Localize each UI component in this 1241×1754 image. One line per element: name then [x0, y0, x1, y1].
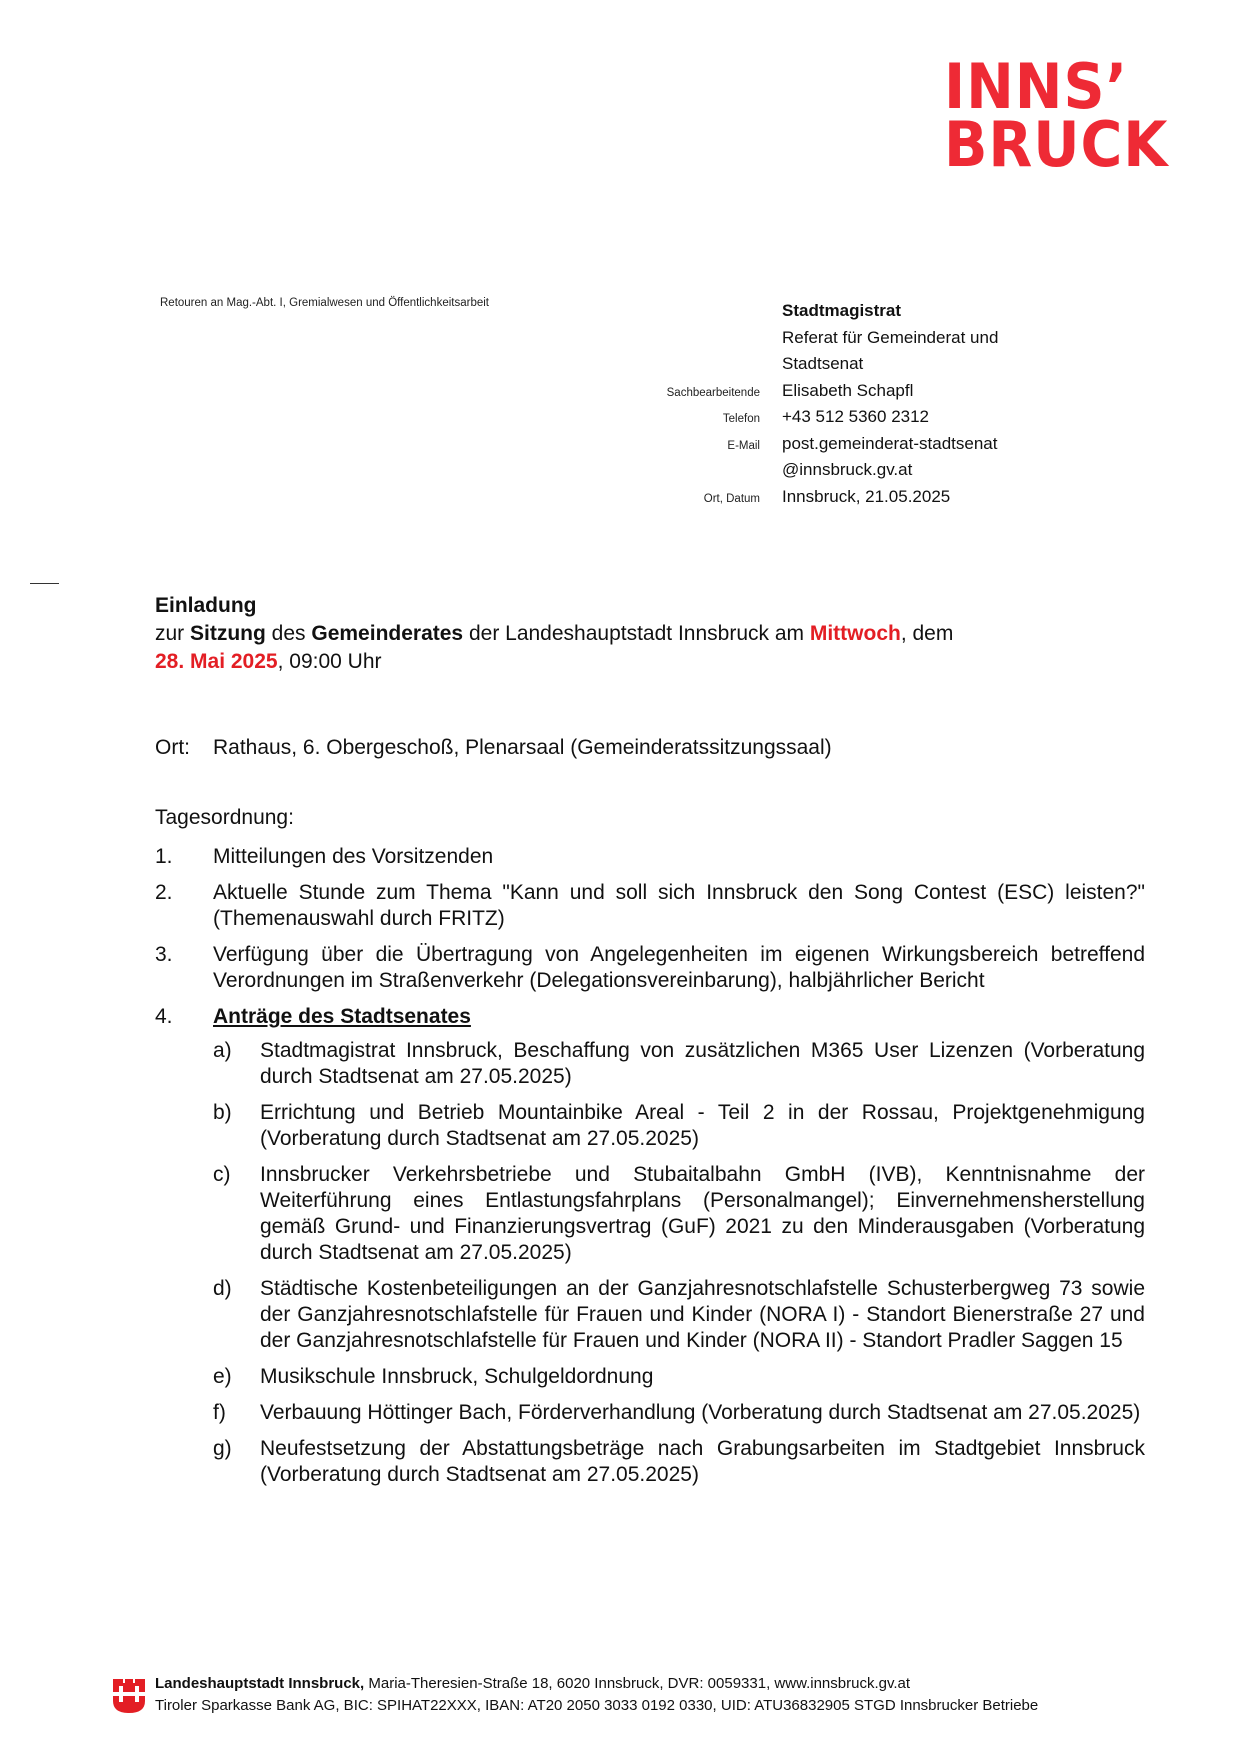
- meeting-date: 28. Mai 2025: [155, 650, 278, 673]
- place-date-value: Innsbruck, 21.05.2025: [782, 486, 951, 506]
- footer-line-2: Tiroler Sparkasse Bank AG, BIC: SPIHAT22XXX, IBAN: AT20 2050 3033 0192 0330, UID: ATU36832905 STGD Innsbrucker Betriebe: [155, 1697, 1039, 1714]
- subitem-text: Städtische Kostenbeteiligungen an der Ganzjahresnotschlafstelle Schusterbergweg 73 sowie der Ganzjahresnotschlafstelle für Frauen und Kinder (NORA I) - Standort Bienerstraße 27 und der Ganzjahresnotschlafstelle für Frauen und Kinder (NORA II) - Standort Pradler Saggen 15: [260, 1277, 1145, 1352]
- subitem-letter: g): [213, 1437, 232, 1460]
- email-label: E-Mail: [727, 439, 760, 452]
- subitem-list: [213, 1038, 1145, 1488]
- subitem: [213, 1400, 1145, 1426]
- subitem-text: Stadtmagistrat Innsbruck, Beschaffung von zusätzlichen M365 User Lizenzen (Vorberatung durch Stadtsenat am 27.05.2025): [260, 1039, 1145, 1088]
- subitem: [213, 1364, 1145, 1390]
- innsbruck-logo: [944, 50, 1176, 181]
- subitem: [213, 1436, 1145, 1488]
- footer-org: Landeshauptstadt Innsbruck,: [155, 1675, 365, 1692]
- agenda-item: [155, 942, 1145, 994]
- city-crest-icon: [111, 1675, 147, 1715]
- place-date-label: Ort, Datum: [703, 492, 760, 505]
- item-text: Mitteilungen des Vorsitzenden: [213, 845, 494, 868]
- text-span: zur: [155, 622, 191, 645]
- subitem-letter: d): [213, 1277, 232, 1300]
- invitation-title: Einladung: [155, 594, 257, 617]
- footer-line-1: [155, 1673, 1038, 1695]
- contact-name: Elisabeth Schapfl: [782, 380, 914, 400]
- subitem-text: Innsbrucker Verkehrsbetriebe und Stubaitalbahn GmbH (IVB), Kenntnisnahme der Weiterführung eines Entlastungsfahrplans (Personalmangel); Einvernehmensherstellung gemäß Grund- und Finanzierungsvertrag (GuF) 2021 zu den Minderausgaben (Vorberatung durch Stadtsenat am 27.05.2025): [260, 1163, 1145, 1264]
- phone-value: +43 512 5360 2312: [782, 407, 930, 426]
- subitem: [213, 1276, 1145, 1354]
- fold-mark: [30, 583, 59, 584]
- footer-address: Maria-Theresien-Straße 18, 6020 Innsbruck, DVR: 0059331, www.innsbruck.gv.at: [364, 1675, 911, 1692]
- subitem: [213, 1038, 1145, 1090]
- footer: [111, 1673, 1038, 1717]
- item-number: 4.: [155, 1005, 173, 1028]
- session-word: Sitzung: [190, 622, 266, 645]
- subitem-letter: e): [213, 1365, 232, 1388]
- agenda-item: [155, 844, 1145, 870]
- return-address: Retouren an Mag.-Abt. I, Gremialwesen und Öffentlichkeitsarbeit: [160, 297, 489, 309]
- email-value-cont[interactable]: @innsbruck.gv.at: [782, 460, 913, 479]
- contact-label: Sachbearbeitende: [666, 386, 760, 399]
- subitem-text: Musikschule Innsbruck, Schulgeldordnung: [260, 1365, 654, 1388]
- agenda-item: [155, 880, 1145, 932]
- sender-block: [600, 298, 1160, 510]
- footer-text: [155, 1673, 1038, 1717]
- phone-label: Telefon: [722, 413, 760, 425]
- council-word: Gemeinderates: [311, 622, 464, 645]
- subitem: [213, 1162, 1145, 1266]
- subitem-letter: a): [213, 1039, 232, 1062]
- meeting-time: , 09:00 Uhr: [277, 650, 382, 673]
- item-number: 3.: [155, 943, 173, 966]
- subitem-text: Neufestsetzung der Abstattungsbeträge nach Grabungsarbeiten im Stadtgebiet Innsbruck (Vorberatung durch Stadtsenat am 27.05.2025): [260, 1437, 1145, 1486]
- location: [155, 736, 832, 760]
- location-value: Rathaus, 6. Obergeschoß, Plenarsaal (Gemeinderatssitzungssaal): [213, 736, 832, 759]
- agenda-item: [155, 1004, 1145, 1030]
- text-span: , dem: [900, 622, 954, 645]
- weekday: Mittwoch: [809, 622, 901, 645]
- subitem-text: Errichtung und Betrieb Mountainbike Areal - Teil 2 in der Rossau, Projektgenehmigung (Vorberatung durch Stadtsenat am 27.05.2025): [260, 1101, 1145, 1150]
- subitem-letter: c): [213, 1163, 231, 1186]
- text-span: des: [265, 622, 312, 645]
- logo-line-2: BRUCK: [944, 108, 1169, 181]
- text-span: der Landeshauptstadt Innsbruck am: [463, 622, 810, 645]
- sender-dept: Referat für Gemeinderat und: [782, 327, 999, 347]
- item-number: 1.: [155, 845, 173, 868]
- item-number: 2.: [155, 881, 173, 904]
- meeting-date-line: [155, 648, 1145, 676]
- sender-dept-2: Stadtsenat: [782, 354, 864, 373]
- location-label: Ort:: [155, 736, 190, 759]
- logo-line-1: INNS’: [944, 50, 1129, 123]
- item-text: Aktuelle Stunde zum Thema "Kann und soll sich Innsbruck den Song Contest (ESC) leisten?" (Themenauswahl durch FRITZ): [213, 881, 1145, 930]
- subitem-letter: b): [213, 1101, 232, 1124]
- agenda-list: [155, 844, 1145, 1498]
- subitem-letter: f): [213, 1401, 226, 1424]
- sender-org: Stadtmagistrat: [782, 301, 902, 320]
- item-text: Verfügung über die Übertragung von Angelegenheiten im eigenen Wirkungsbereich betreffend Verordnungen im Straßenverkehr (Delegationsvereinbarung), halbjährlicher Bericht: [213, 943, 1145, 992]
- subitem: [213, 1100, 1145, 1152]
- email-value[interactable]: post.gemeinderat-stadtsenat: [782, 433, 998, 453]
- agenda-title: Tagesordnung:: [155, 806, 294, 829]
- invitation-line: [155, 620, 1145, 648]
- subitem-text: Verbauung Höttinger Bach, Förderverhandlung (Vorberatung durch Stadtsenat am 27.05.2025): [260, 1401, 1141, 1424]
- section-heading: Anträge des Stadtsenates: [213, 1005, 471, 1028]
- invitation-block: [155, 592, 1145, 676]
